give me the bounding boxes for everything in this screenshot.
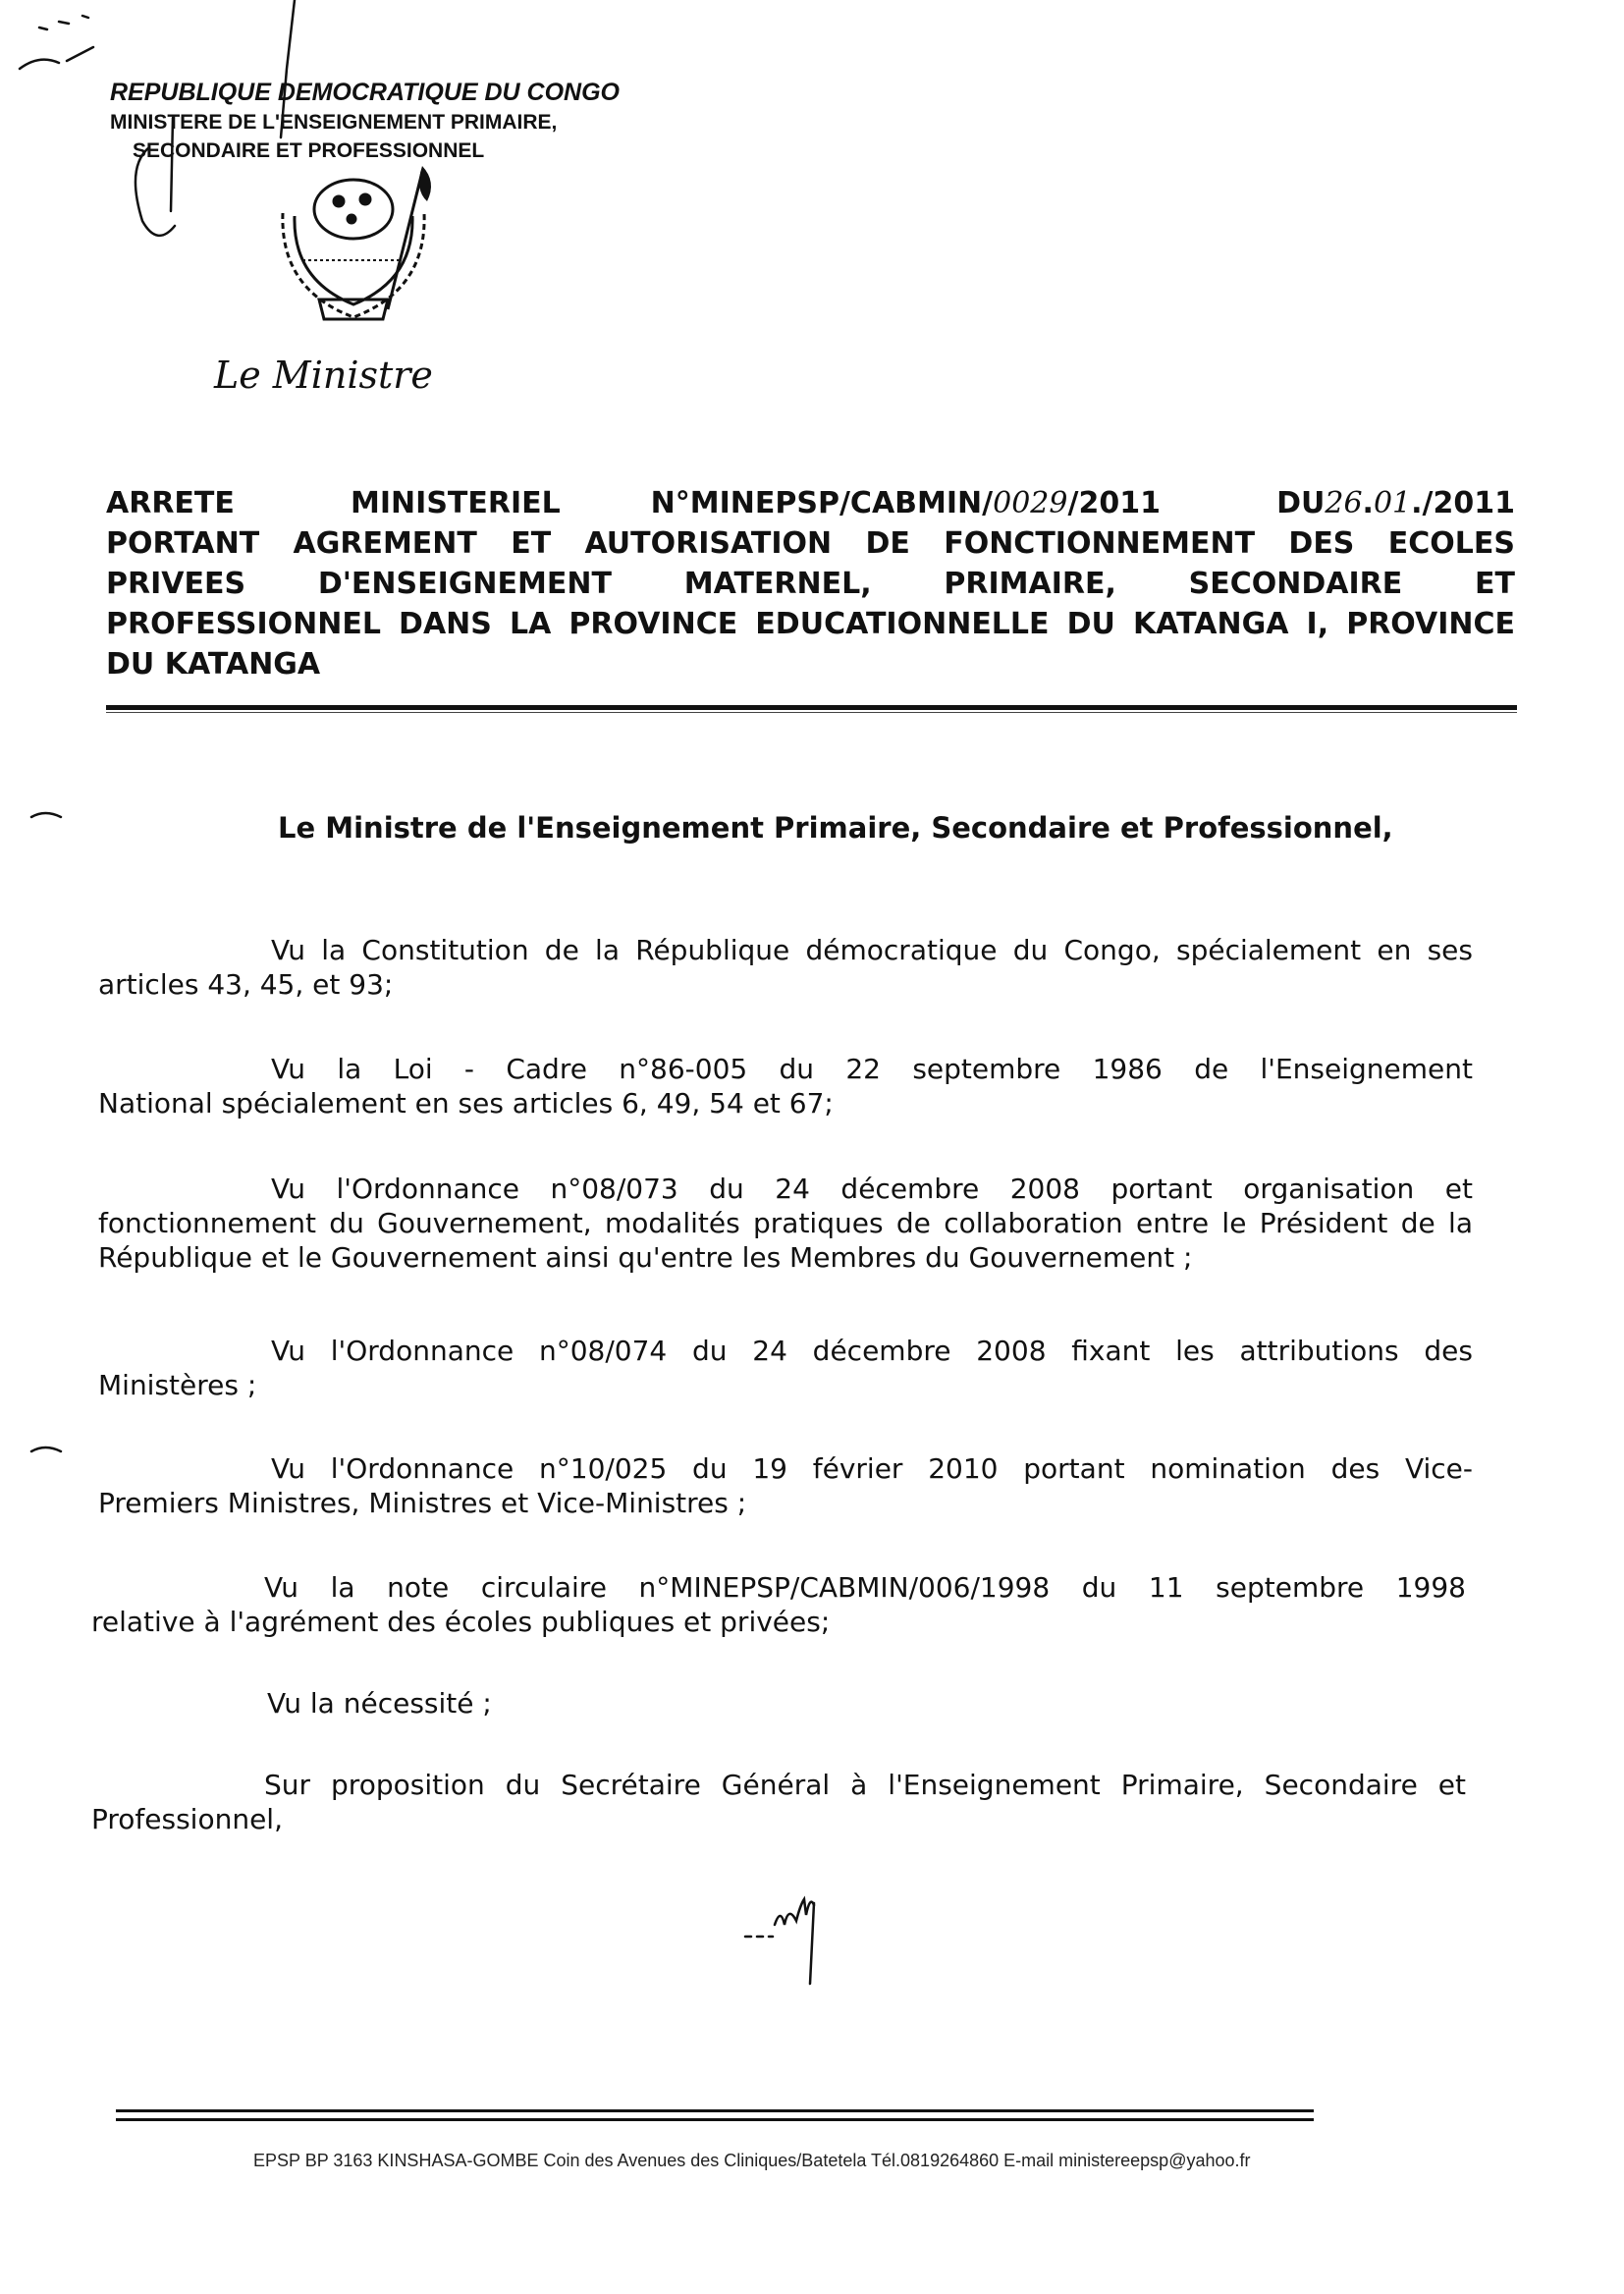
title-ref-prefix: N°MINEPSP/CABMIN/: [650, 486, 994, 520]
minister-heading: Le Ministre de l'Enseignement Primaire, Secondaire et Professionnel,: [278, 811, 1393, 845]
considerant-necessite: Vu la nécessité ;: [267, 1687, 492, 1720]
title-line-4: PROFESSIONNEL DANS LA PROVINCE EDUCATIONNELLE DU KATANGA I, PROVINCE: [106, 607, 1515, 641]
title-day-handwritten: 26: [1325, 486, 1363, 520]
title-date-year: /2011: [1422, 486, 1515, 520]
considerant-proposition: [91, 1768, 1466, 1836]
paragraph-first-line: Vu l'Ordonnance n°10/025 du 19 février 2010 portant nomination des Vice-: [271, 1452, 1473, 1485]
coat-of-arms-emblem: [226, 162, 491, 329]
footer-divider-second: [116, 2118, 1314, 2121]
paragraph-first-line: Vu l'Ordonnance n°08/073 du 24 décembre 2008 portant organisation et: [271, 1173, 1473, 1205]
paragraph-first-line: Sur proposition du Secrétaire Général à l'Enseignement Primaire, Secondaire et: [264, 1769, 1466, 1801]
title-divider: [106, 705, 1517, 710]
handwritten-initials: [741, 1885, 839, 1994]
considerant-loi-cadre: [98, 1052, 1473, 1120]
paragraph-first-line: Vu la note circulaire n°MINEPSP/CABMIN/006/1998 du 11 septembre 1998: [264, 1571, 1466, 1604]
title-divider-thin: [106, 712, 1517, 713]
paragraph-first-line: Vu la Constitution de la République démocratique du Congo, spécialement en ses: [271, 934, 1473, 966]
title-date-sep-2: .: [1411, 486, 1423, 520]
title-line-3: PRIVEES D'ENSEIGNEMENT MATERNEL, PRIMAIRE, SECONDAIRE ET: [106, 567, 1515, 601]
title-du: DU: [1276, 486, 1326, 520]
minister-signature-label: Le Ministre: [214, 354, 433, 397]
paragraph-rest: National spécialement en ses articles 6, 49, 54 et 67;: [98, 1087, 834, 1120]
title-month-handwritten: 01: [1373, 486, 1412, 520]
considerant-ordonnance-08-074: [98, 1334, 1473, 1402]
footer-divider: [116, 2109, 1314, 2112]
paragraph-rest: Ministères ;: [98, 1369, 257, 1401]
letterhead-ministry-cont: SECONDAIRE ET PROFESSIONNEL: [133, 139, 485, 162]
paragraph-rest: Premiers Ministres, Ministres et Vice-Ministres ;: [98, 1487, 747, 1519]
paragraph-first-line: Vu la Loi - Cadre n°86-005 du 22 septembre 1986 de l'Enseignement: [271, 1053, 1473, 1085]
title-date-sep-1: .: [1362, 486, 1374, 520]
footer-contact: EPSP BP 3163 KINSHASA-GOMBE Coin des Avenues des Cliniques/Batetela Tél.0819264860 E-mail ministereepsp@yahoo.fr: [253, 2151, 1251, 2170]
title-arrete: ARRETE: [106, 486, 235, 520]
title-line-5: DU KATANGA: [106, 647, 321, 682]
letterhead-country: REPUBLIQUE DEMOCRATIQUE DU CONGO: [110, 79, 620, 106]
decree-title: [106, 483, 1515, 684]
considerant-note-circulaire: [91, 1570, 1466, 1639]
paragraph-first-line: Vu l'Ordonnance n°08/074 du 24 décembre 2008 fixant les attributions des: [271, 1335, 1473, 1367]
paragraph-rest: Professionnel,: [91, 1803, 283, 1835]
considerant-constitution: [98, 933, 1473, 1002]
title-ref-number-handwritten: 0029: [993, 486, 1068, 520]
considerant-ordonnance-08-073: [98, 1172, 1473, 1275]
considerant-ordonnance-10-025: [98, 1451, 1473, 1520]
letterhead-ministry: MINISTERE DE L'ENSEIGNEMENT PRIMAIRE,: [110, 111, 558, 134]
title-line-1: [106, 483, 1515, 523]
margin-mark: [27, 805, 67, 825]
title-line-2: PORTANT AGREMENT ET AUTORISATION DE FONCTIONNEMENT DES ECOLES: [106, 526, 1515, 561]
title-ref-year: /2011: [1067, 486, 1161, 520]
paragraph-rest: fonctionnement du Gouvernement, modalités pratiques de collaboration entre le Président de la République et le Gouvernement ainsi qu'entre les Membres du Gouvernement ;: [98, 1207, 1473, 1274]
margin-mark: [27, 1440, 67, 1459]
paragraph-rest: relative à l'agrément des écoles publiques et privées;: [91, 1606, 831, 1638]
paragraph-rest: articles 43, 45, et 93;: [98, 968, 394, 1001]
title-ministeriel: MINISTERIEL: [351, 486, 561, 520]
